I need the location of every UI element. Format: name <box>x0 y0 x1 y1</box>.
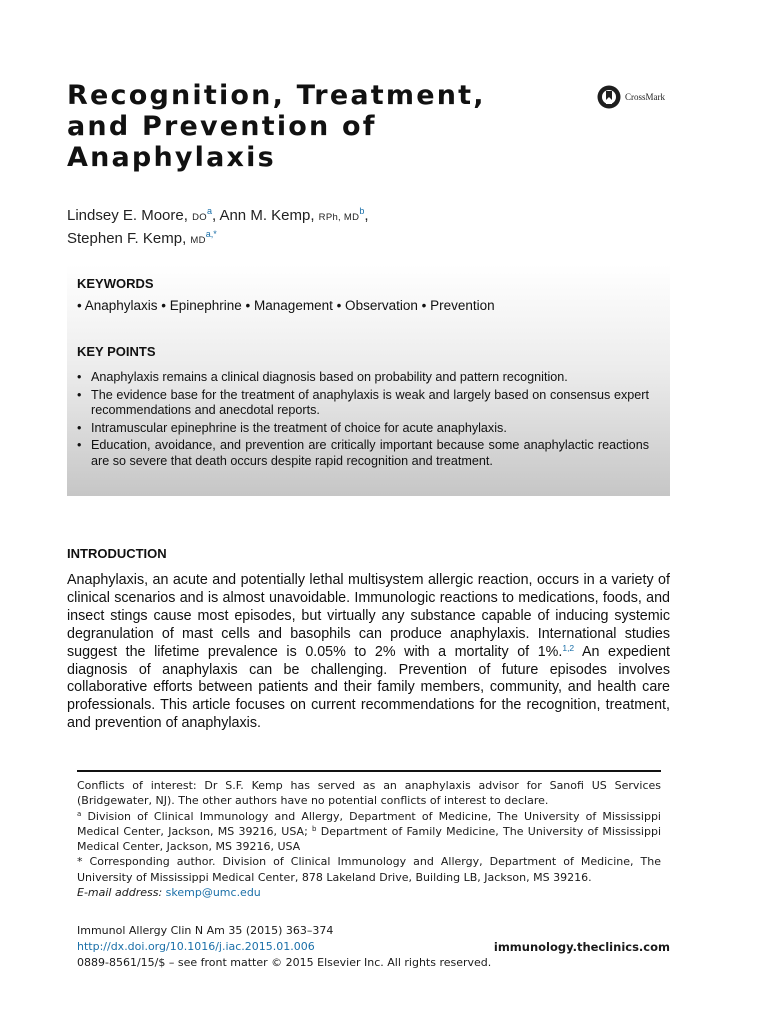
affiliation-marker: b <box>312 824 317 833</box>
author-degree: DO <box>192 212 207 223</box>
keywords-list: • Anaphylaxis • Epinephrine • Management • Observation • Prevention <box>77 298 495 313</box>
reference-link[interactable]: 1,2 <box>562 642 575 653</box>
introduction-paragraph <box>67 572 670 733</box>
intro-text: An expedient diagnosis of anaphylaxis can be challenging. Prevention of future episodes involves collaborative efforts between patients and their family members, community, and health care professionals. This article focuses on current recommendations for the recognition, treatment, and prevention of anaphylaxis. <box>67 643 670 732</box>
email-line <box>77 885 661 900</box>
footnotes <box>77 778 661 900</box>
doi-row <box>77 939 670 955</box>
author-line-2 <box>67 228 369 251</box>
footnote-divider <box>77 770 661 772</box>
affiliation-marker[interactable]: b <box>359 206 365 216</box>
title-line-2: and Prevention of <box>67 111 377 142</box>
affiliation-marker[interactable]: a,* <box>205 229 217 239</box>
author-name: , Ann M. Kemp, <box>211 207 315 224</box>
author-name: Stephen F. Kemp, <box>67 230 187 247</box>
key-point-item: • Intramuscular epinephrine is the treatment of choice for acute anaphylaxis. <box>77 421 649 437</box>
author-list <box>67 205 369 251</box>
doi-link[interactable]: http://dx.doi.org/10.1016/j.iac.2015.01.006 <box>77 940 315 953</box>
corresponding-author-note: * Corresponding author. Division of Clinical Immunology and Allergy, Department of Medicine, The University of Mississippi Medical Center, 878 Lakeland Drive, Building LB, Jackson, MS 39216. <box>77 855 661 884</box>
intro-text: Anaphylaxis, an acute and potentially lethal multisystem allergic reaction, occurs in a variety of clinical scenarios and is almost unavoidable. Immunologic reactions to medications, foods, and insect stings cause most episodes, but virtually any substance capable of inducing systemic degranulation of mast cells and basophils can produce anaphylaxis. International studies suggest the lifetime prevalence is 0.05% to 2% with a mortality of 1%. <box>67 572 670 660</box>
key-point-item: • Anaphylaxis remains a clinical diagnosis based on probability and pattern recognition. <box>77 370 649 386</box>
conflicts-note: Conflicts of interest: Dr S.F. Kemp has served as an anaphylaxis advisor for Sanofi US Services (Bridgewater, NJ). The other authors have no potential conflicts of interest to declare. <box>77 779 661 808</box>
author-degree: MD <box>190 235 206 246</box>
keywords-keypoints-box <box>67 265 670 496</box>
affiliation-text: Department of Family Medicine, The University of Mississippi Medical Center, Jackson, MS 39216, USA <box>77 824 662 854</box>
affiliation-text: Division of Clinical Immunology and Allergy, Department of Medicine, The University of Mississippi Medical Center, Jackson, MS 39216, USA; <box>77 809 661 838</box>
publication-info <box>77 923 670 971</box>
citation-line: Immunol Allergy Clin N Am 35 (2015) 363–374 <box>77 924 334 937</box>
key-point-item: • The evidence base for the treatment of anaphylaxis is weak and largely based on consensus expert recommendations and anecdotal reports. <box>77 388 649 419</box>
title-line-3: Anaphylaxis <box>67 142 276 173</box>
introduction-heading: INTRODUCTION <box>67 546 167 561</box>
key-points-heading: KEY POINTS <box>77 344 156 359</box>
email-link[interactable]: skemp@umc.edu <box>165 886 261 900</box>
crossmark-icon <box>597 85 621 109</box>
journal-website[interactable]: immunology.theclinics.com <box>493 940 670 954</box>
author-degree: RPh, MD <box>318 212 360 223</box>
author-line-1 <box>67 205 369 228</box>
key-point-item: • Education, avoidance, and prevention are critically important because some anaphylactic reactions are so severe that death occurs despite rapid recognition and treatment. <box>77 438 649 469</box>
affiliation-marker: a <box>77 809 82 818</box>
email-label: E-mail address: <box>77 886 163 900</box>
crossmark-badge[interactable] <box>597 85 665 109</box>
affiliation-marker[interactable]: a <box>206 206 212 216</box>
title-line-1: Recognition, Treatment, <box>67 80 486 111</box>
keywords-heading: KEYWORDS <box>77 276 154 291</box>
article-title <box>67 80 547 173</box>
crossmark-label: CrossMark <box>625 92 665 102</box>
copyright-line: 0889-8561/15/$ – see front matter © 2015 Elsevier Inc. All rights reserved. <box>77 956 492 969</box>
author-separator: , <box>364 207 369 224</box>
author-name: Lindsey E. Moore, <box>67 207 188 224</box>
key-points-list <box>77 370 649 471</box>
affiliations-note <box>77 809 661 855</box>
